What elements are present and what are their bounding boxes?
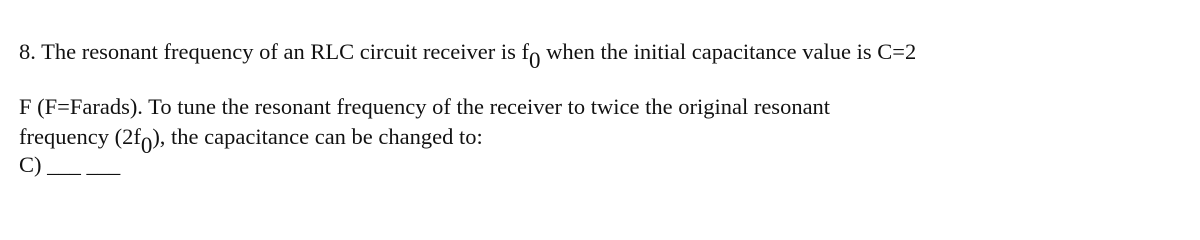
question-line-2: F (F=Farads). To tune the resonant frequency of the receiver to twice the original resonant [19,93,831,119]
question-text [19,37,1189,158]
question-line-3 [19,122,1189,158]
cutoff-answer-option: C) ___ ___ [19,152,121,177]
2f0-subscript: 0 [140,133,153,158]
question-line-1-end: when the initial capacitance value is C=2 [540,39,917,64]
question-line-3-start: frequency (2f [19,124,141,149]
question-line-1-start: 8. The resonant frequency of an RLC circuit receiver is f [19,39,530,64]
f0-subscript: 0 [529,48,541,73]
question-line-1 [19,37,1189,73]
question-line-3-end: ), the capacitance can be changed to: [152,124,483,149]
